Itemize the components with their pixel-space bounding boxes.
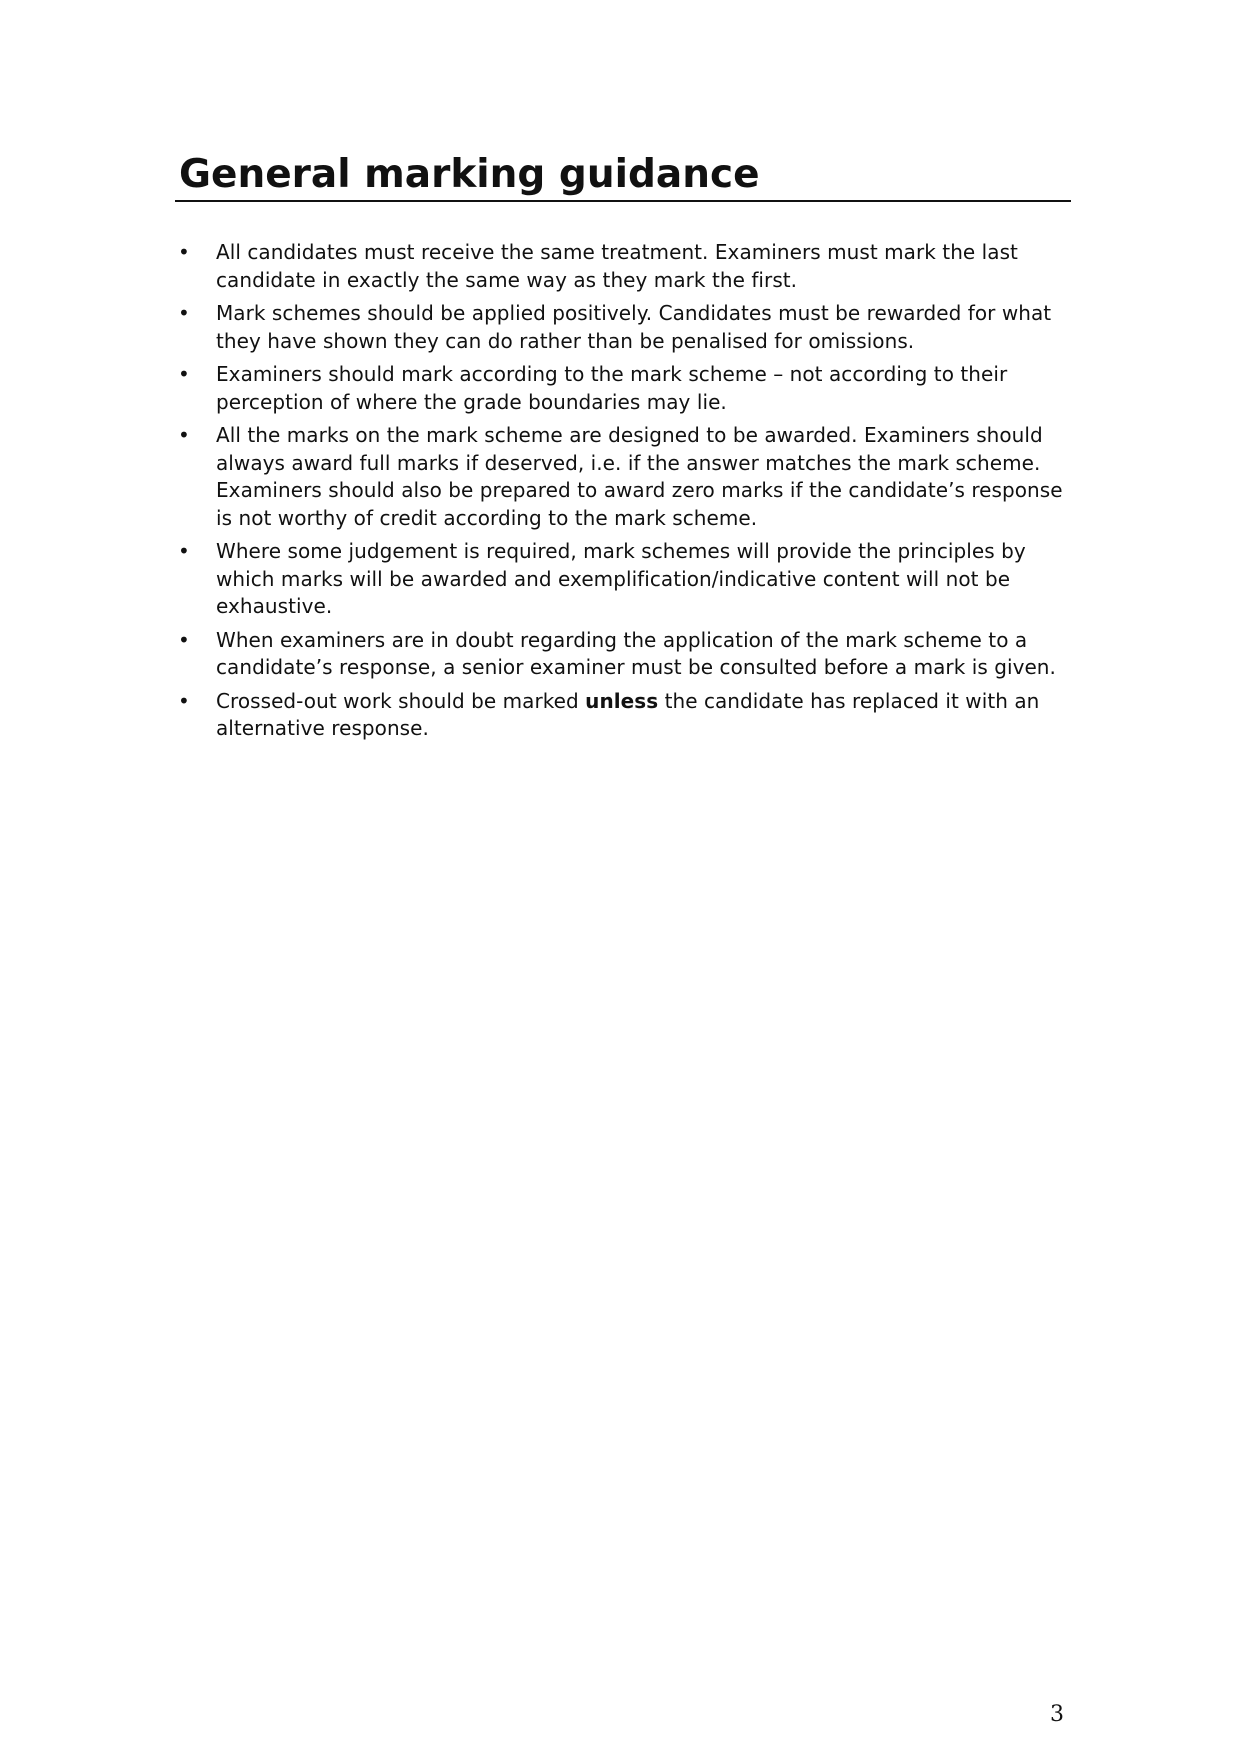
bullet-icon: • [178, 301, 190, 325]
list-item-text: All the marks on the mark scheme are designed to be awarded. Examiners should always award full marks if deserved, i.e. if the answer matches the mark scheme. Examiners should also be prepared to award zero marks if the candidate’s response is not worthy of credit according to the mark scheme. [216, 423, 1063, 530]
list-item-text: Where some judgement is required, mark schemes will provide the principles by which marks will be awarded and exemplification/indicative content will not be exhaustive. [216, 539, 1026, 618]
emphasis-text: unless [585, 688, 659, 713]
bullet-icon: • [178, 362, 190, 386]
list-item [175, 538, 1075, 621]
list-item-text-before: Crossed-out work should be marked [216, 688, 586, 713]
list-item-text-after: the candidate has replaced it with an alternative response. [216, 688, 1040, 740]
list-item [175, 422, 1075, 532]
list-item-text: All candidates must receive the same treatment. Examiners must mark the last candidate in exactly the same way as they mark the first. [216, 240, 1018, 292]
bullet-icon: • [178, 688, 190, 713]
list-item-text: Examiners should mark according to the mark scheme – not according to their perception of where the grade boundaries may lie. [216, 362, 1008, 414]
guidance-list [175, 239, 1075, 749]
list-item [175, 361, 1075, 416]
list-item [175, 300, 1075, 355]
list-item-text: Mark schemes should be applied positively. Candidates must be rewarded for what they have shown they can do rather than be penalised for omissions. [216, 301, 1052, 353]
bullet-icon: • [178, 627, 190, 652]
bullet-icon: • [178, 240, 190, 264]
bullet-icon: • [178, 423, 190, 447]
list-item [175, 627, 1075, 682]
heading-block [175, 150, 1071, 202]
list-item-text: When examiners are in doubt regarding the application of the mark scheme to a candidate’s response, a senior examiner must be consulted before a mark is given. [216, 627, 1056, 679]
list-item [175, 239, 1075, 294]
bullet-icon: • [178, 539, 190, 563]
list-item-text [216, 689, 1039, 741]
page-title: General marking guidance [179, 152, 760, 197]
list-item [175, 688, 1075, 743]
page-number: 3 [1050, 1702, 1064, 1727]
